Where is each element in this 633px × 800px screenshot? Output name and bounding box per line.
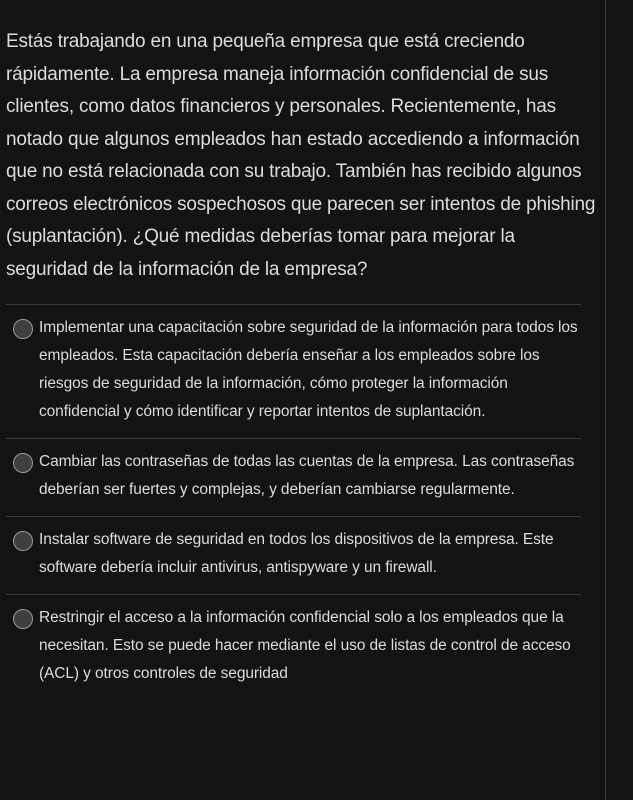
answer-option[interactable] <box>6 304 581 438</box>
answer-options <box>6 304 581 700</box>
answer-option-label: Restringir el acceso a la información confidencial solo a los empleados que la necesitan. Esto se puede hacer mediante el uso de listas de control de acceso (ACL) y otros controles de seguridad <box>39 609 571 682</box>
answer-option-label: Cambiar las contraseñas de todas las cuentas de la empresa. Las contraseñas deberían ser fuertes y complejas, y deberían cambiarse regularmente. <box>39 453 575 498</box>
answer-option-label: Implementar una capacitación sobre seguridad de la información para todos los empleados. Esta capacitación debería enseñar a los empleados sobre los riesgos de seguridad de la información, cómo proteger la información confidencial y cómo identificar y reportar intentos de suplantación. <box>39 319 578 420</box>
radio-button[interactable] <box>13 453 33 473</box>
question-text: Estás trabajando en una pequeña empresa que está creciendo rápidamente. La empresa maneja información confidencial de sus clientes, como datos financieros y personales. Recientemente, has notado que algunos empleados han estado accediendo a información que no está relacionada con su trabajo. También has recibido algunos correos electrónicos sospechosos que parecen ser intentos de phishing (suplantación). ¿Qué medidas deberías tomar para mejorar la seguridad de la información de la empresa? <box>6 31 596 280</box>
panel-divider <box>605 0 606 800</box>
answer-option[interactable] <box>6 516 581 594</box>
answer-option-label: Instalar software de seguridad en todos los dispositivos de la empresa. Este software debería incluir antivirus, antispyware y un firewall. <box>39 531 554 576</box>
answer-option[interactable] <box>6 438 581 516</box>
radio-button[interactable] <box>13 609 33 629</box>
radio-button[interactable] <box>13 531 33 551</box>
radio-button[interactable] <box>13 319 33 339</box>
answer-option[interactable] <box>6 594 581 700</box>
